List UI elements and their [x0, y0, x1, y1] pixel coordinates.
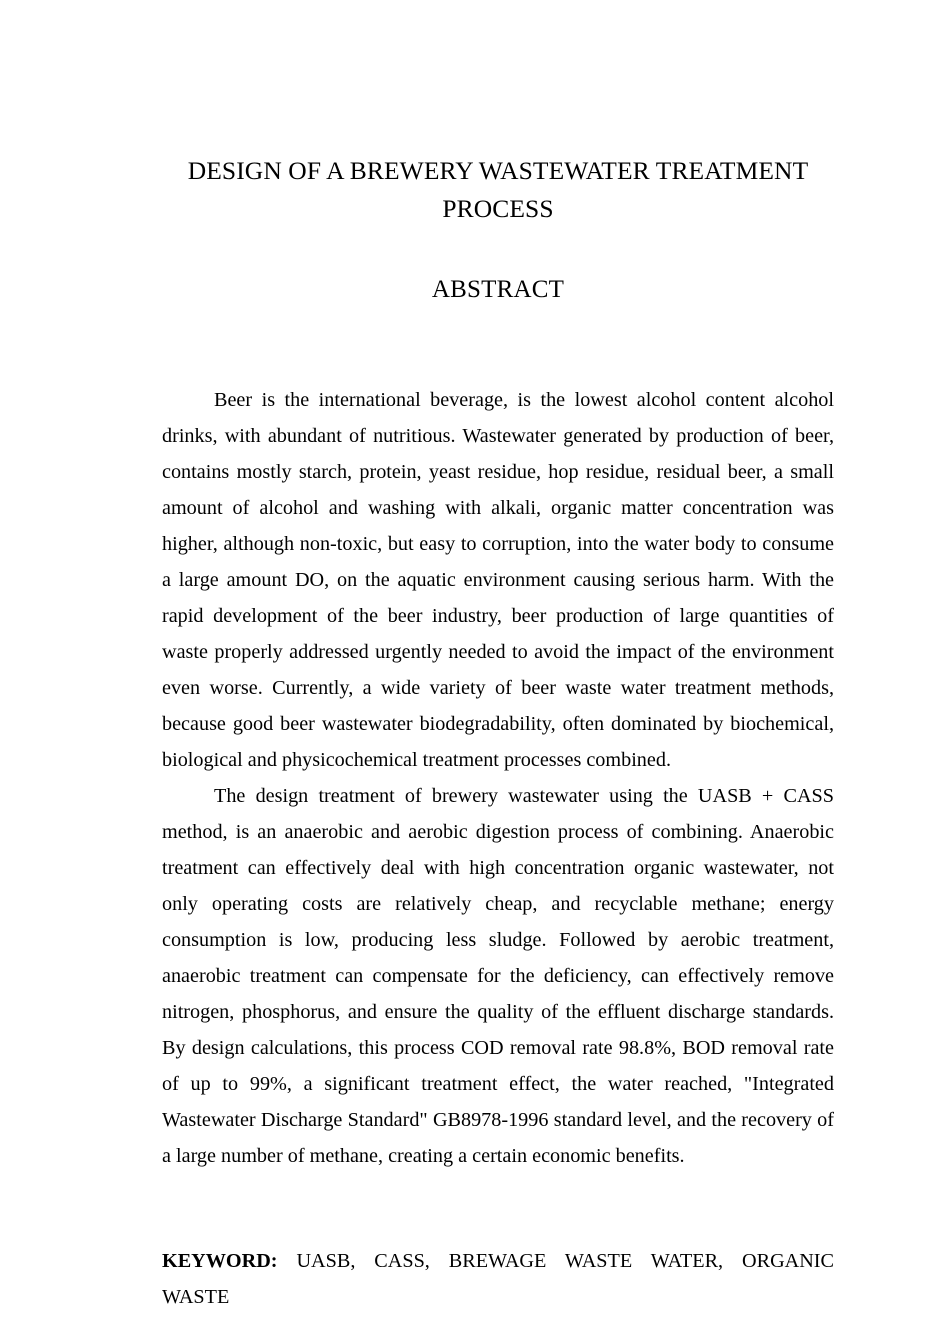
page-content-column [162, 0, 834, 1344]
keyword-line [162, 1243, 834, 1344]
keyword-label: KEYWORD: [162, 1250, 278, 1272]
page-title: DESIGN OF A BREWERY WASTEWATER TREATMENT PROCESS [187, 156, 809, 223]
abstract-body [162, 308, 834, 1174]
abstract-section-heading: ABSTRACT [431, 276, 565, 303]
abstract-paragraph-2: The design treatment of brewery wastewater using the UASB + CASS method, is an anaerobic and aerobic digestion process of combining. Anaerobic treatment can effectively deal with high concentration organic wastewater, not only operating costs are relatively cheap, and recyclable methane; energy consumption is low, producing less sludge. Followed by aerobic treatment, anaerobic treatment can compensate for the deficiency, can effectively remove nitrogen, phosphorus, and ensure the quality of the effluent discharge standards. By design calculations, this process COD removal rate 98.8%, BOD removal rate of up to 99%, a significant treatment effect, the water reached, "Integrated Wastewater Discharge Standard" GB8978-1996 standard level, and the recovery of a large number of methane, creating a certain economic benefits. [162, 785, 834, 1167]
abstract-paragraph-1: Beer is the international beverage, is the lowest alcohol content alcohol drinks, with abundant of nutritious. Wastewater generated by production of beer, contains mostly starch, protein, yeast residue, hop residue, residual beer, a small amount of alcohol and washing with alkali, organic matter concentration was higher, although non-toxic, but easy to corruption, into the water body to consume a large amount DO, on the aquatic environment causing serious harm. With the rapid development of the beer industry, beer production of large quantities of waste properly addressed urgently needed to avoid the impact of the environment even worse. Currently, a wide variety of beer waste water treatment methods, because good beer wastewater biodegradability, often dominated by biochemical, biological and physicochemical treatment processes combined. [162, 389, 834, 771]
keyword-section [162, 1174, 834, 1344]
keyword-value: UASB, CASS, BREWAGE WASTE WATER, ORGANIC WASTE [162, 1250, 834, 1308]
